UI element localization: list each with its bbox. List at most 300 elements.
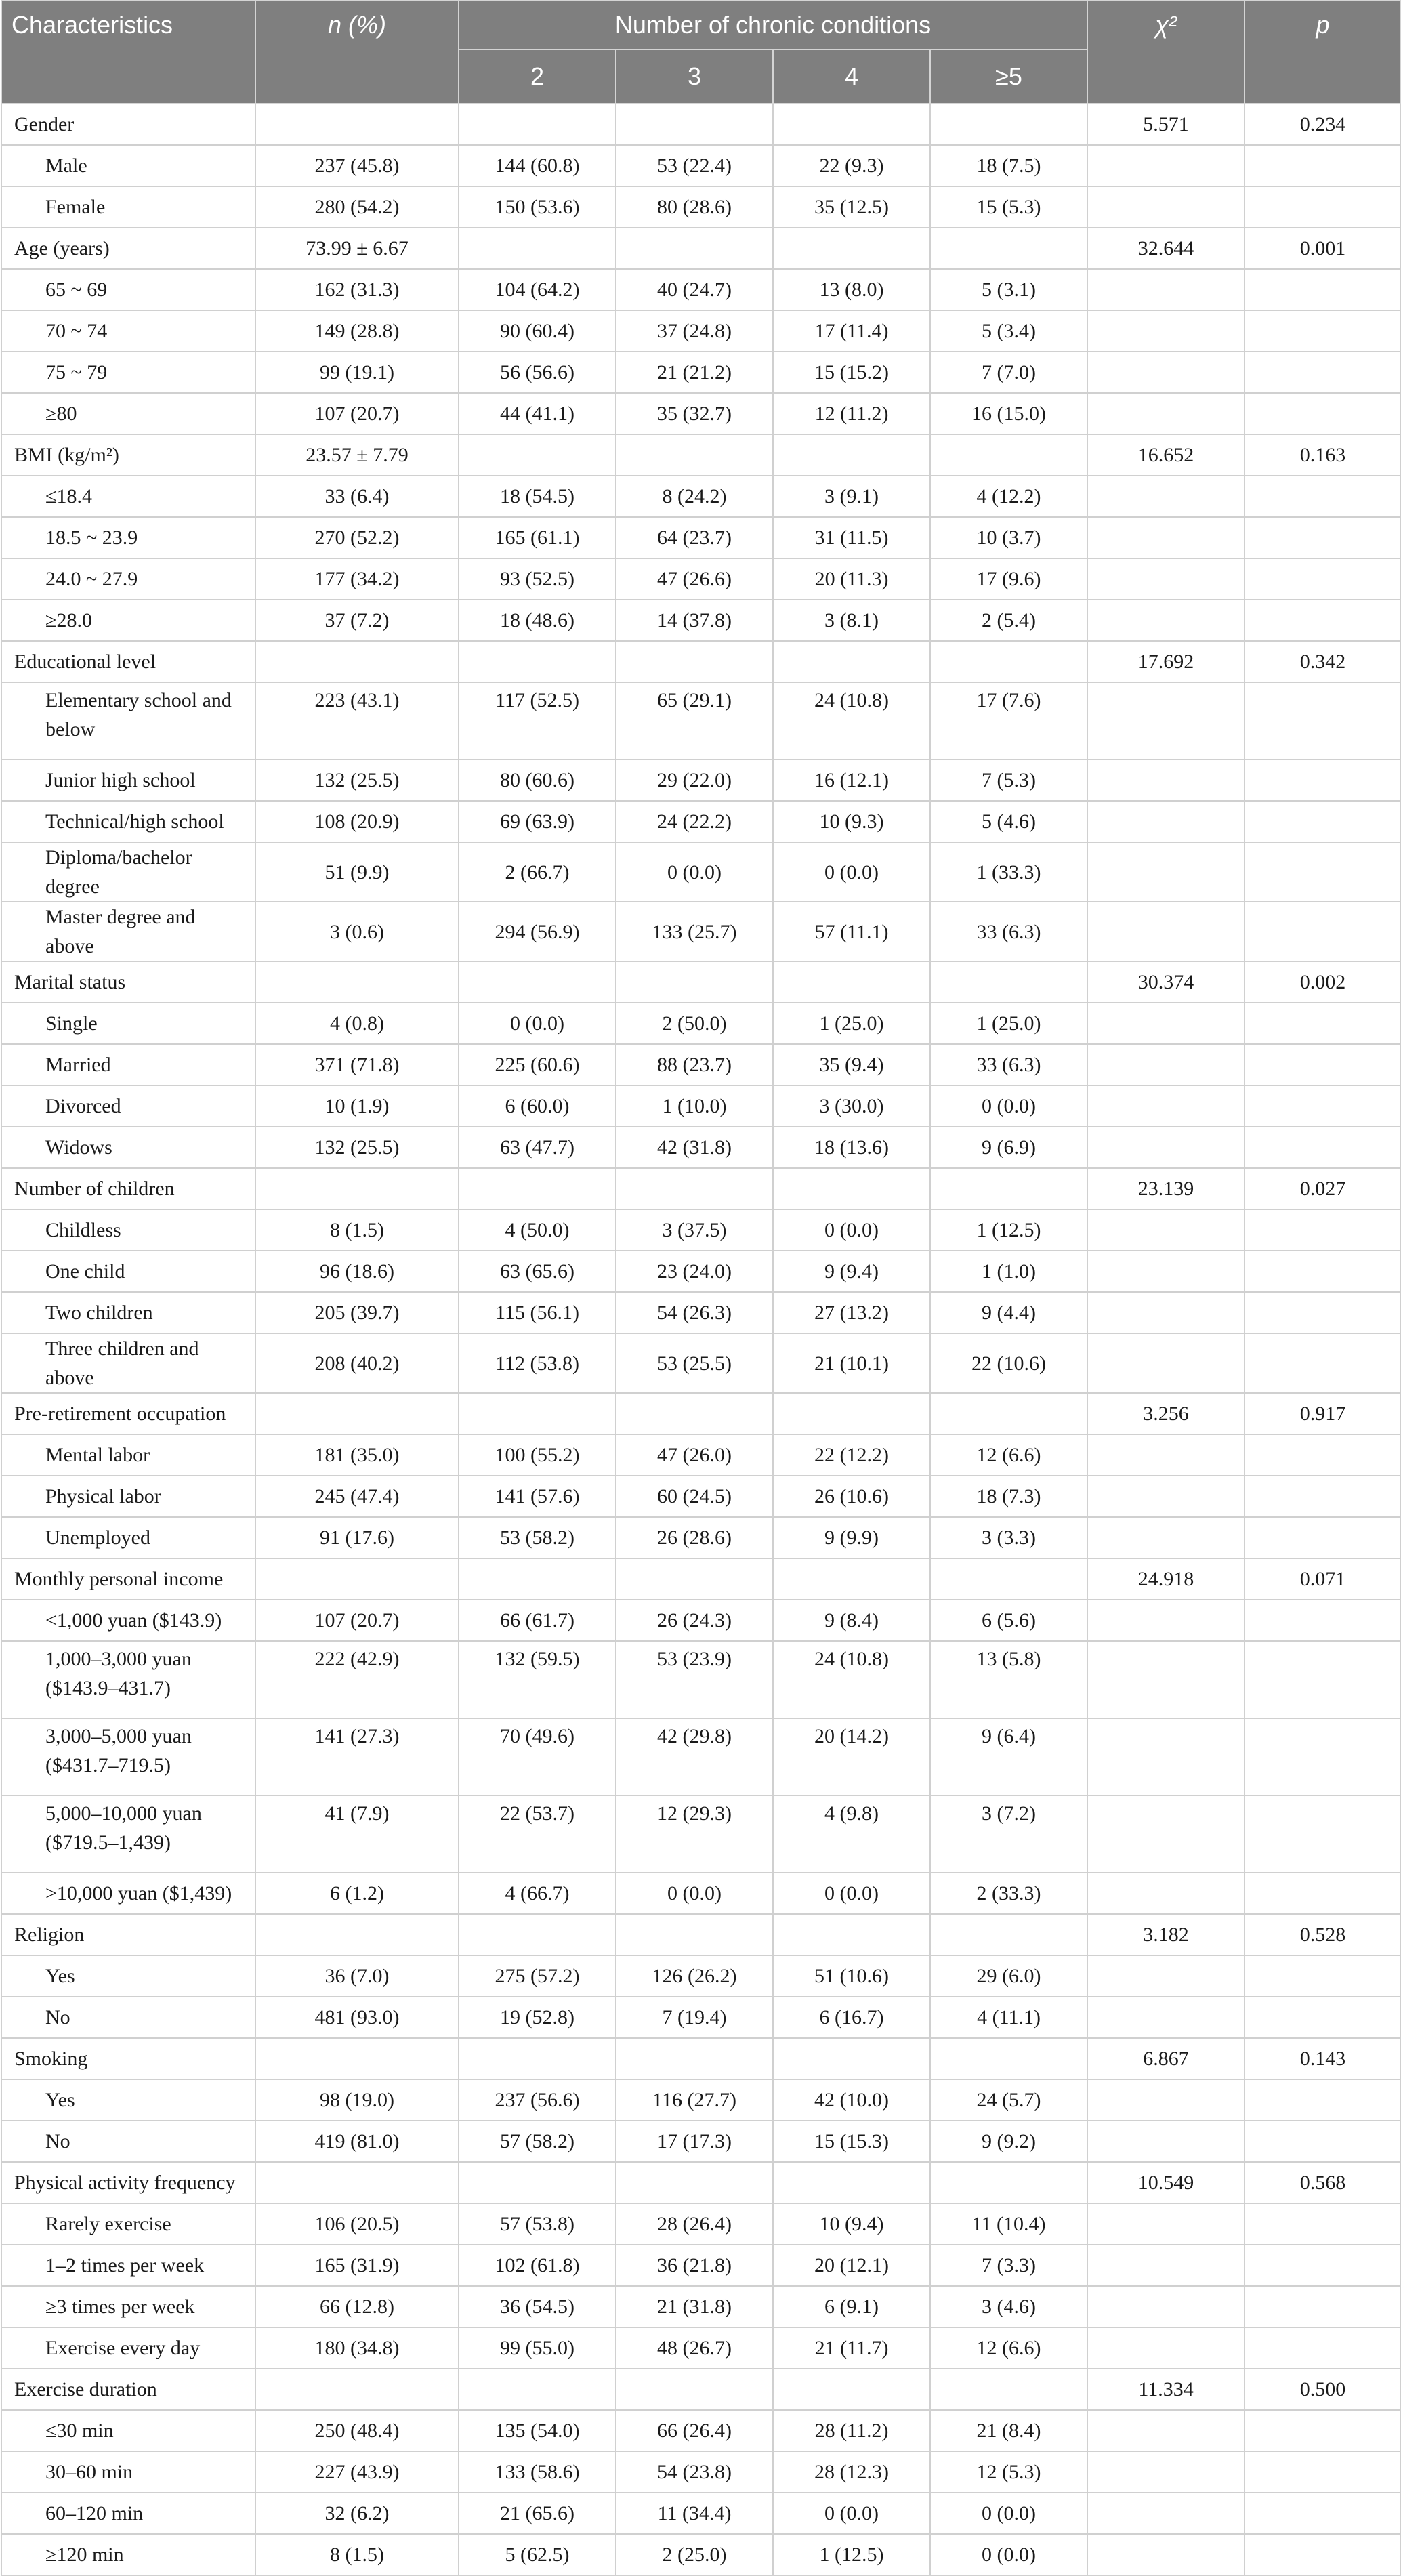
cell-conditions-5-plus: 16 (15.0) (930, 393, 1087, 434)
row-label: ≤30 min (1, 2410, 255, 2451)
table-row (1, 2286, 1401, 2327)
cell-conditions-5-plus: 33 (6.3) (930, 902, 1087, 961)
cell-conditions-5-plus: 4 (11.1) (930, 1997, 1087, 2038)
cell-conditions-3: 53 (23.9) (616, 1641, 773, 1718)
row-label: BMI (kg/m²) (1, 434, 255, 476)
cell-chi-square (1087, 269, 1245, 310)
cell-chi-square (1087, 145, 1245, 186)
cell-conditions-3: 42 (29.8) (616, 1718, 773, 1795)
row-label: >10,000 yuan ($1,439) (1, 1873, 255, 1914)
cell-chi-square (1087, 2451, 1245, 2493)
row-label: Junior high school (1, 760, 255, 801)
cell-chi-square (1087, 1127, 1245, 1168)
cell-p-value (1245, 1795, 1401, 1873)
cell-conditions-4: 28 (12.3) (773, 2451, 930, 2493)
cell-p-value: 0.917 (1245, 1393, 1401, 1434)
cell-n-percent: 177 (34.2) (255, 558, 459, 600)
cell-conditions-3: 64 (23.7) (616, 517, 773, 558)
cell-chi-square (1087, 1292, 1245, 1333)
cell-n-percent: 162 (31.3) (255, 269, 459, 310)
cell-chi-square: 17.692 (1087, 641, 1245, 682)
cell-chi-square (1087, 682, 1245, 760)
cell-n-percent: 36 (7.0) (255, 1955, 459, 1997)
cell-conditions-5-plus: 33 (6.3) (930, 1044, 1087, 1085)
cell-conditions-2: 93 (52.5) (459, 558, 616, 600)
cell-n-percent: 245 (47.4) (255, 1476, 459, 1517)
cell-n-percent: 481 (93.0) (255, 1997, 459, 2038)
cell-chi-square (1087, 1476, 1245, 1517)
cell-p-value (1245, 352, 1401, 393)
cell-conditions-3: 53 (25.5) (616, 1333, 773, 1393)
cell-conditions-5-plus: 18 (7.5) (930, 145, 1087, 186)
row-label: Physical labor (1, 1476, 255, 1517)
cell-conditions-4: 21 (10.1) (773, 1333, 930, 1393)
cell-conditions-4: 1 (12.5) (773, 2534, 930, 2575)
cell-n-percent (255, 1914, 459, 1955)
cell-n-percent (255, 2369, 459, 2410)
cell-conditions-4: 24 (10.8) (773, 682, 930, 760)
cell-p-value (1245, 1085, 1401, 1127)
cell-conditions-2 (459, 228, 616, 269)
row-label: Number of children (1, 1168, 255, 1209)
cell-n-percent: 181 (35.0) (255, 1434, 459, 1476)
table-row (1, 186, 1401, 228)
row-label: 1,000–3,000 yuan ($143.9–431.7) (1, 1641, 255, 1718)
cell-chi-square (1087, 1434, 1245, 1476)
row-label: Religion (1, 1914, 255, 1955)
cell-conditions-4: 17 (11.4) (773, 310, 930, 352)
cell-conditions-3: 54 (26.3) (616, 1292, 773, 1333)
cell-conditions-4: 6 (16.7) (773, 1997, 930, 2038)
cell-n-percent: 180 (34.8) (255, 2327, 459, 2369)
cell-chi-square: 3.256 (1087, 1393, 1245, 1434)
row-label: 1–2 times per week (1, 2245, 255, 2286)
cell-conditions-4: 18 (13.6) (773, 1127, 930, 1168)
cell-n-percent: 96 (18.6) (255, 1251, 459, 1292)
row-label: Diploma/bachelor degree (1, 842, 255, 902)
row-label: ≤18.4 (1, 476, 255, 517)
header-conditions-5-plus: ≥5 (930, 49, 1087, 104)
cell-conditions-4: 3 (30.0) (773, 1085, 930, 1127)
cell-conditions-4 (773, 1168, 930, 1209)
row-label: Educational level (1, 641, 255, 682)
cell-conditions-4 (773, 2162, 930, 2203)
table-row (1, 1600, 1401, 1641)
cell-n-percent: 280 (54.2) (255, 186, 459, 228)
cell-conditions-2: 21 (65.6) (459, 2493, 616, 2534)
cell-chi-square (1087, 2327, 1245, 2369)
cell-conditions-3: 116 (27.7) (616, 2079, 773, 2121)
cell-n-percent: 8 (1.5) (255, 2534, 459, 2575)
cell-conditions-3: 1 (10.0) (616, 1085, 773, 1127)
cell-conditions-3: 42 (31.8) (616, 1127, 773, 1168)
cell-conditions-3: 0 (0.0) (616, 1873, 773, 1914)
table-row (1, 682, 1401, 760)
cell-conditions-4: 3 (9.1) (773, 476, 930, 517)
row-label: Physical activity frequency (1, 2162, 255, 2203)
cell-n-percent: 227 (43.9) (255, 2451, 459, 2493)
cell-conditions-5-plus: 2 (5.4) (930, 600, 1087, 641)
cell-p-value (1245, 2451, 1401, 2493)
cell-conditions-2: 44 (41.1) (459, 393, 616, 434)
cell-conditions-2: 19 (52.8) (459, 1997, 616, 2038)
cell-conditions-4: 35 (9.4) (773, 1044, 930, 1085)
cell-n-percent: 222 (42.9) (255, 1641, 459, 1718)
cell-conditions-3: 88 (23.7) (616, 1044, 773, 1085)
cell-p-value (1245, 2245, 1401, 2286)
cell-conditions-2: 4 (66.7) (459, 1873, 616, 1914)
table-row (1, 2327, 1401, 2369)
cell-conditions-5-plus (930, 1558, 1087, 1600)
table-row (1, 2079, 1401, 2121)
cell-conditions-3: 12 (29.3) (616, 1795, 773, 1873)
cell-conditions-5-plus (930, 641, 1087, 682)
cell-conditions-5-plus: 15 (5.3) (930, 186, 1087, 228)
table-row (1, 1476, 1401, 1517)
cell-conditions-2: 56 (56.6) (459, 352, 616, 393)
cell-n-percent: 237 (45.8) (255, 145, 459, 186)
cell-p-value (1245, 310, 1401, 352)
row-label: ≥28.0 (1, 600, 255, 641)
cell-chi-square: 23.139 (1087, 1168, 1245, 1209)
cell-conditions-3: 35 (32.7) (616, 393, 773, 434)
cell-conditions-4: 22 (12.2) (773, 1434, 930, 1476)
cell-conditions-5-plus: 21 (8.4) (930, 2410, 1087, 2451)
cell-p-value (1245, 801, 1401, 842)
cell-conditions-5-plus: 2 (33.3) (930, 1873, 1087, 1914)
cell-conditions-4: 51 (10.6) (773, 1955, 930, 1997)
cell-conditions-2: 165 (61.1) (459, 517, 616, 558)
row-label: Marital status (1, 961, 255, 1003)
cell-conditions-4: 21 (11.7) (773, 2327, 930, 2369)
header-conditions-2: 2 (459, 49, 616, 104)
cell-chi-square (1087, 2121, 1245, 2162)
row-label: Pre-retirement occupation (1, 1393, 255, 1434)
cell-conditions-4: 10 (9.4) (773, 2203, 930, 2245)
cell-conditions-4 (773, 434, 930, 476)
cell-n-percent: 132 (25.5) (255, 1127, 459, 1168)
table-row (1, 1085, 1401, 1127)
cell-conditions-3 (616, 641, 773, 682)
cell-p-value (1245, 558, 1401, 600)
cell-conditions-3: 21 (31.8) (616, 2286, 773, 2327)
cell-n-percent: 141 (27.3) (255, 1718, 459, 1795)
cell-n-percent: 132 (25.5) (255, 760, 459, 801)
cell-conditions-5-plus: 9 (6.9) (930, 1127, 1087, 1168)
cell-conditions-5-plus: 24 (5.7) (930, 2079, 1087, 2121)
cell-p-value (1245, 2079, 1401, 2121)
table-group-row (1, 2162, 1401, 2203)
cell-chi-square (1087, 1251, 1245, 1292)
cell-n-percent: 223 (43.1) (255, 682, 459, 760)
cell-conditions-3: 36 (21.8) (616, 2245, 773, 2286)
cell-conditions-3: 133 (25.7) (616, 902, 773, 961)
cell-conditions-2 (459, 1168, 616, 1209)
cell-conditions-2: 69 (63.9) (459, 801, 616, 842)
cell-conditions-3 (616, 1914, 773, 1955)
table-group-row (1, 434, 1401, 476)
cell-conditions-2 (459, 2162, 616, 2203)
cell-conditions-3: 23 (24.0) (616, 1251, 773, 1292)
cell-chi-square (1087, 1044, 1245, 1085)
cell-conditions-4 (773, 1914, 930, 1955)
cell-conditions-5-plus: 12 (6.6) (930, 1434, 1087, 1476)
table-row (1, 760, 1401, 801)
cell-p-value: 0.002 (1245, 961, 1401, 1003)
cell-conditions-2: 70 (49.6) (459, 1718, 616, 1795)
cell-conditions-5-plus: 29 (6.0) (930, 1955, 1087, 1997)
cell-p-value (1245, 1873, 1401, 1914)
row-label: ≥3 times per week (1, 2286, 255, 2327)
cell-n-percent: 3 (0.6) (255, 902, 459, 961)
cell-conditions-4: 9 (9.9) (773, 1517, 930, 1558)
cell-p-value (1245, 1333, 1401, 1393)
cell-p-value (1245, 517, 1401, 558)
row-label: Monthly personal income (1, 1558, 255, 1600)
cell-n-percent: 99 (19.1) (255, 352, 459, 393)
cell-p-value (1245, 1044, 1401, 1085)
table-row (1, 269, 1401, 310)
row-label: Divorced (1, 1085, 255, 1127)
cell-n-percent: 106 (20.5) (255, 2203, 459, 2245)
cell-conditions-3: 80 (28.6) (616, 186, 773, 228)
cell-n-percent: 6 (1.2) (255, 1873, 459, 1914)
cell-conditions-2: 18 (48.6) (459, 600, 616, 641)
cell-conditions-5-plus: 0 (0.0) (930, 1085, 1087, 1127)
cell-conditions-2: 100 (55.2) (459, 1434, 616, 1476)
cell-n-percent: 66 (12.8) (255, 2286, 459, 2327)
cell-conditions-4: 42 (10.0) (773, 2079, 930, 2121)
cell-p-value (1245, 760, 1401, 801)
cell-conditions-4 (773, 228, 930, 269)
cell-conditions-4: 16 (12.1) (773, 760, 930, 801)
cell-p-value (1245, 1718, 1401, 1795)
cell-conditions-2: 6 (60.0) (459, 1085, 616, 1127)
row-label: ≥80 (1, 393, 255, 434)
cell-conditions-4: 28 (11.2) (773, 2410, 930, 2451)
row-label: No (1, 2121, 255, 2162)
table-group-row (1, 641, 1401, 682)
cell-n-percent: 73.99 ± 6.67 (255, 228, 459, 269)
cell-n-percent: 33 (6.4) (255, 476, 459, 517)
cell-conditions-3: 7 (19.4) (616, 1997, 773, 2038)
cell-conditions-5-plus (930, 961, 1087, 1003)
cell-n-percent: 98 (19.0) (255, 2079, 459, 2121)
cell-conditions-4: 20 (11.3) (773, 558, 930, 600)
cell-chi-square (1087, 558, 1245, 600)
table-group-row (1, 961, 1401, 1003)
table-row (1, 517, 1401, 558)
cell-conditions-3 (616, 228, 773, 269)
header-row-top (1, 1, 1401, 49)
cell-p-value: 0.568 (1245, 2162, 1401, 2203)
cell-conditions-5-plus: 17 (7.6) (930, 682, 1087, 760)
cell-conditions-2 (459, 961, 616, 1003)
cell-conditions-3: 0 (0.0) (616, 842, 773, 902)
table-group-row (1, 2369, 1401, 2410)
cell-chi-square: 11.334 (1087, 2369, 1245, 2410)
header-chronic-conditions: Number of chronic conditions (459, 1, 1087, 49)
cell-conditions-3: 37 (24.8) (616, 310, 773, 352)
cell-conditions-5-plus: 3 (4.6) (930, 2286, 1087, 2327)
cell-conditions-2: 90 (60.4) (459, 310, 616, 352)
cell-conditions-3: 47 (26.0) (616, 1434, 773, 1476)
cell-p-value (1245, 269, 1401, 310)
row-label: Technical/high school (1, 801, 255, 842)
cell-conditions-2: 275 (57.2) (459, 1955, 616, 1997)
cell-conditions-2: 5 (62.5) (459, 2534, 616, 2575)
cell-conditions-5-plus: 3 (7.2) (930, 1795, 1087, 1873)
row-label: 60–120 min (1, 2493, 255, 2534)
cell-n-percent: 149 (28.8) (255, 310, 459, 352)
cell-p-value (1245, 682, 1401, 760)
table-row (1, 1873, 1401, 1914)
cell-conditions-5-plus: 3 (3.3) (930, 1517, 1087, 1558)
cell-n-percent: 10 (1.9) (255, 1085, 459, 1127)
cell-conditions-4 (773, 104, 930, 145)
row-label: 70 ~ 74 (1, 310, 255, 352)
cell-p-value: 0.027 (1245, 1168, 1401, 1209)
cell-p-value (1245, 600, 1401, 641)
cell-chi-square (1087, 2493, 1245, 2534)
header-chi-square: χ² (1087, 1, 1245, 104)
cell-conditions-4: 22 (9.3) (773, 145, 930, 186)
cell-conditions-5-plus: 9 (9.2) (930, 2121, 1087, 2162)
cell-p-value: 0.143 (1245, 2038, 1401, 2079)
cell-chi-square (1087, 1209, 1245, 1251)
cell-conditions-2: 104 (64.2) (459, 269, 616, 310)
cell-conditions-3: 3 (37.5) (616, 1209, 773, 1251)
cell-chi-square (1087, 1718, 1245, 1795)
row-label: Exercise duration (1, 2369, 255, 2410)
cell-conditions-3 (616, 2038, 773, 2079)
table-group-row (1, 228, 1401, 269)
cell-conditions-3: 2 (50.0) (616, 1003, 773, 1044)
cell-conditions-5-plus: 9 (6.4) (930, 1718, 1087, 1795)
cell-n-percent: 107 (20.7) (255, 393, 459, 434)
cell-n-percent (255, 104, 459, 145)
table-row (1, 1795, 1401, 1873)
cell-conditions-4: 57 (11.1) (773, 902, 930, 961)
table-row (1, 2410, 1401, 2451)
cell-conditions-4: 9 (8.4) (773, 1600, 930, 1641)
cell-conditions-4: 15 (15.3) (773, 2121, 930, 2162)
cell-conditions-4: 0 (0.0) (773, 1209, 930, 1251)
cell-n-percent: 51 (9.9) (255, 842, 459, 902)
table-row (1, 1251, 1401, 1292)
cell-conditions-2: 141 (57.6) (459, 1476, 616, 1517)
row-label: Age (years) (1, 228, 255, 269)
cell-n-percent: 165 (31.9) (255, 2245, 459, 2286)
cell-conditions-3 (616, 1168, 773, 1209)
cell-conditions-2: 237 (56.6) (459, 2079, 616, 2121)
cell-p-value (1245, 1997, 1401, 2038)
row-label: Female (1, 186, 255, 228)
cell-p-value: 0.500 (1245, 2369, 1401, 2410)
cell-conditions-2: 36 (54.5) (459, 2286, 616, 2327)
table-row (1, 1718, 1401, 1795)
cell-conditions-4: 0 (0.0) (773, 2493, 930, 2534)
cell-p-value (1245, 2121, 1401, 2162)
cell-conditions-3 (616, 1558, 773, 1600)
row-label: Mental labor (1, 1434, 255, 1476)
cell-n-percent: 208 (40.2) (255, 1333, 459, 1393)
table-row (1, 1003, 1401, 1044)
table-row (1, 1997, 1401, 2038)
cell-conditions-2 (459, 1393, 616, 1434)
cell-p-value: 0.001 (1245, 228, 1401, 269)
cell-conditions-3: 26 (24.3) (616, 1600, 773, 1641)
cell-conditions-3 (616, 434, 773, 476)
cell-conditions-4 (773, 961, 930, 1003)
row-label: Yes (1, 2079, 255, 2121)
cell-n-percent (255, 641, 459, 682)
table-row (1, 1333, 1401, 1393)
table-group-row (1, 1393, 1401, 1434)
cell-p-value (1245, 1476, 1401, 1517)
cell-conditions-2: 150 (53.6) (459, 186, 616, 228)
cell-conditions-3: 66 (26.4) (616, 2410, 773, 2451)
cell-n-percent (255, 1168, 459, 1209)
cell-p-value (1245, 1434, 1401, 1476)
row-label: Elementary school and below (1, 682, 255, 760)
cell-conditions-2: 57 (58.2) (459, 2121, 616, 2162)
cell-n-percent: 419 (81.0) (255, 2121, 459, 2162)
cell-n-percent: 91 (17.6) (255, 1517, 459, 1558)
cell-conditions-2: 117 (52.5) (459, 682, 616, 760)
cell-p-value (1245, 842, 1401, 902)
table-row (1, 145, 1401, 186)
table-row (1, 1209, 1401, 1251)
cell-conditions-4: 13 (8.0) (773, 269, 930, 310)
cell-conditions-2 (459, 641, 616, 682)
row-label: Smoking (1, 2038, 255, 2079)
cell-chi-square (1087, 2245, 1245, 2286)
characteristics-table (1, 0, 1401, 2576)
cell-conditions-4: 35 (12.5) (773, 186, 930, 228)
cell-conditions-2 (459, 104, 616, 145)
cell-conditions-4 (773, 641, 930, 682)
cell-chi-square (1087, 600, 1245, 641)
table-row (1, 1641, 1401, 1718)
cell-conditions-5-plus: 13 (5.8) (930, 1641, 1087, 1718)
table-row (1, 2245, 1401, 2286)
table-row (1, 476, 1401, 517)
table-group-row (1, 104, 1401, 145)
cell-p-value (1245, 902, 1401, 961)
cell-p-value (1245, 476, 1401, 517)
table-row (1, 2121, 1401, 2162)
cell-chi-square (1087, 2534, 1245, 2575)
cell-conditions-5-plus: 22 (10.6) (930, 1333, 1087, 1393)
cell-p-value (1245, 1600, 1401, 1641)
cell-conditions-4: 12 (11.2) (773, 393, 930, 434)
cell-conditions-5-plus: 7 (5.3) (930, 760, 1087, 801)
cell-n-percent (255, 1393, 459, 1434)
table-row (1, 393, 1401, 434)
cell-conditions-5-plus: 12 (5.3) (930, 2451, 1087, 2493)
cell-p-value (1245, 2286, 1401, 2327)
cell-p-value (1245, 1251, 1401, 1292)
header-conditions-4: 4 (773, 49, 930, 104)
table-header (1, 1, 1401, 104)
row-label: Married (1, 1044, 255, 1085)
cell-conditions-5-plus (930, 1393, 1087, 1434)
cell-conditions-5-plus (930, 1168, 1087, 1209)
cell-chi-square (1087, 1333, 1245, 1393)
cell-chi-square: 5.571 (1087, 104, 1245, 145)
table-row (1, 842, 1401, 902)
